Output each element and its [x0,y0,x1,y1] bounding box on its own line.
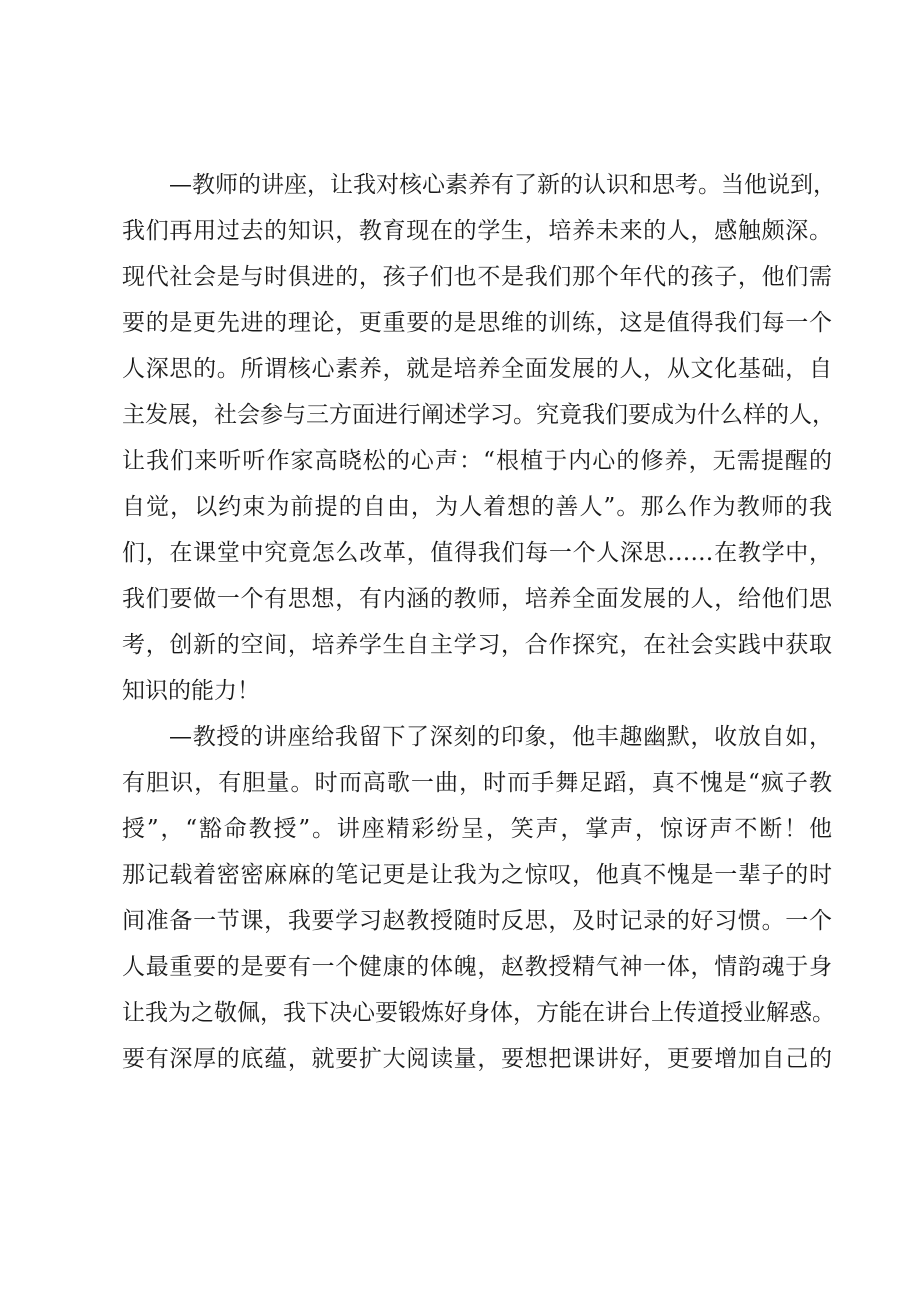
text-line: 们，在课堂中究竟怎么改革，值得我们每一个人深思……在教学中， [122,540,832,566]
text-line: —教师的讲座，让我对核心素养有了新的认识和思考。当他说到， [169,172,836,198]
text-line: 让我为之敬佩，我下决心要锻炼好身体，方能在讲台上传道授业解惑。 [122,1000,835,1026]
text-line: 让我们来听听作家高晓松的心声：“根植于内心的修养，无需提醒的 [122,448,832,474]
text-line: 现代社会是与时俱进的，孩子们也不是我们那个年代的孩子，他们需 [122,264,832,290]
text-line: 那记载着密密麻麻的笔记更是让我为之惊叹，他真不愧是一辈子的时 [122,862,832,888]
text-line: 有胆识，有胆量。时而高歌一曲，时而手舞足蹈，真不愧是“疯子教 [122,770,832,796]
paragraph-teacher-lecture [122,162,836,714]
text-line: 间准备一节课，我要学习赵教授随时反思，及时记录的好习惯。一个 [122,908,832,934]
text-line: 我们要做一个有思想，有内涵的教师，培养全面发展的人，给他们思 [122,586,832,612]
text-line: 人深思的。所谓核心素养，就是培养全面发展的人，从文化基础，自 [122,356,832,382]
text-line: 要有深厚的底蕴，就要扩大阅读量，要想把课讲好，更要增加自己的 [122,1046,832,1072]
text-line: —教授的讲座给我留下了深刻的印象，他丰趣幽默，收放自如， [169,724,832,750]
paragraph-professor-lecture [122,714,835,1082]
text-line: 考，创新的空间，培养学生自主学习，合作探究，在社会实践中获取 [122,632,832,658]
text-line: 要的是更先进的理论，更重要的是思维的训练，这是值得我们每一个 [122,310,832,336]
text-line: 我们再用过去的知识，教育现在的学生，培养未来的人，感触颇深。 [122,218,832,244]
text-line: 人最重要的是要有一个健康的体魄，赵教授精气神一体，情韵魂于身 [122,954,832,980]
text-line: 自觉，以约束为前提的自由，为人着想的善人”。那么作为教师的我 [122,494,832,520]
text-line: 授”，“豁命教授”。讲座精彩纷呈，笑声，掌声，惊讶声不断！他 [122,816,832,842]
text-line: 知识的能力！ [122,678,260,704]
body-text [122,162,836,1082]
text-line: 主发展，社会参与三方面进行阐述学习。究竟我们要成为什么样的人， [122,402,835,428]
